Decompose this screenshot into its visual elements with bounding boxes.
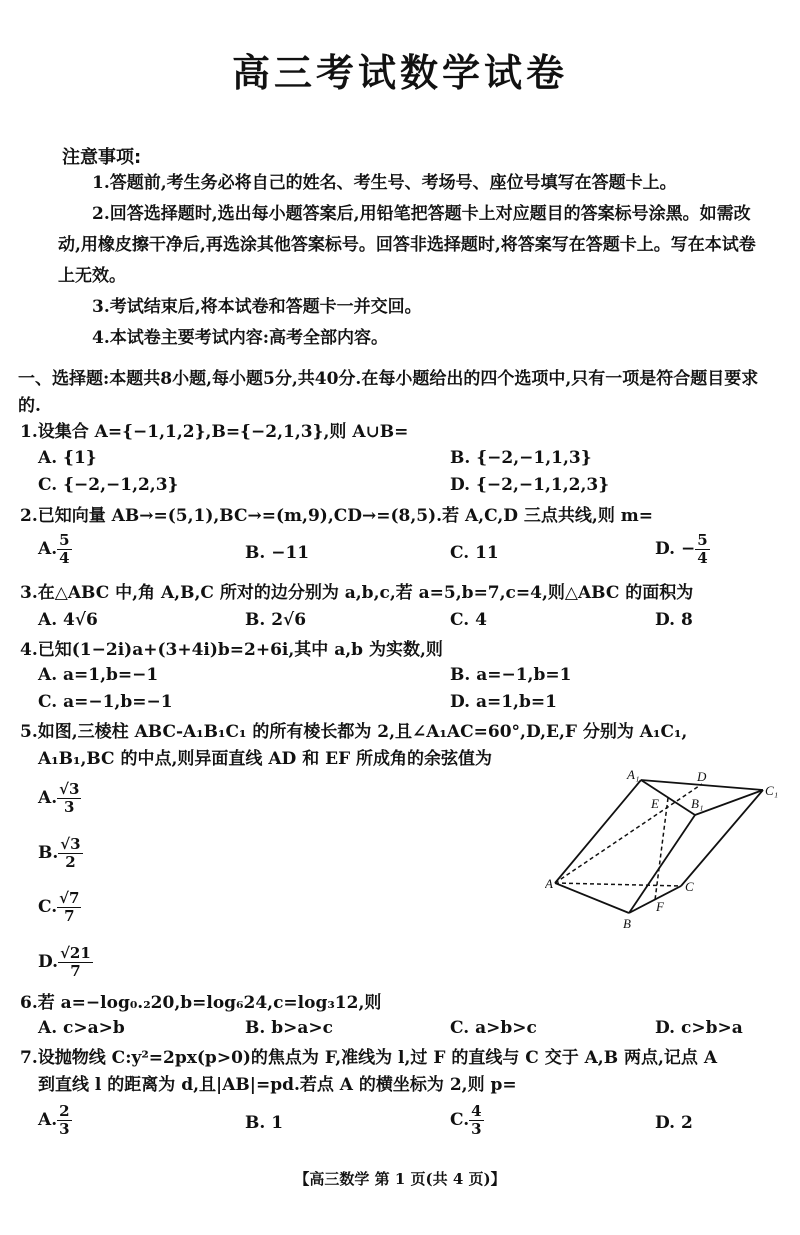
q1-option-a: A. {1} [38,448,97,468]
label-d: D [697,769,707,784]
q2-option-b: B. −11 [245,543,310,563]
prism-figure [545,768,785,933]
q3-option-c: C. 4 [450,610,487,630]
q7-option-b: B. 1 [245,1113,284,1133]
notice-item: 3.考试结束后,将本试卷和答题卡一并交回。 [92,297,422,317]
q2-option-d: D. − $\frac{5}{4}$ [655,531,708,567]
label-b1: B₁ [691,796,704,811]
q4-option-b: B. a=−1,b=1 [450,665,572,685]
notice-item: 1.答题前,考生务必将自己的姓名、考生号、考场号、座位号填写在答题卡上。 [92,173,677,193]
q4-option-a: A. a=1,b=−1 [38,665,159,685]
edge-a-c-hidden [555,883,681,886]
q6-option-a: A. c>a>b [38,1018,125,1038]
notice-item: 2.回答选择题时,选出每小题答案后,用铅笔把答题卡上对应题目的答案标号涂黑。如需改动,用橡皮擦干净后,再选涂其他答案标号。回答非选择题时,将答案写在答题卡上。写在本试卷上无效。 [58,204,756,286]
q3-option-b: B. 2√6 [245,610,307,630]
segment-e-f [655,798,668,900]
q5-option-c: C. $\frac{√7}{7}$ [38,889,80,925]
q2-option-c: C. 11 [450,543,499,563]
label-c1: C₁ [765,783,779,798]
label-a: A [545,876,553,891]
edge-a-a1 [555,780,641,883]
question-3-stem: 3.在△ABC 中,角 A,B,C 所对的边分别为 a,b,c,若 a=5,b=7,c=4,则△ABC 的面积为 [20,583,694,603]
question-6-stem: 6.若 a=−log₀.₂20,b=log₆24,c=log₃12,则 [20,993,382,1013]
label-b: B [623,916,631,931]
q4-option-d: D. a=1,b=1 [450,692,557,712]
edge-a1-b1 [641,780,695,815]
question-2-stem: 2.已知向量 AB→=(5,1),BC→=(m,9),CD→=(8,5).若 A,C,D 三点共线,则 m= [20,506,653,526]
segment-a-d [555,784,702,883]
q5-option-a: A. $\frac{√3}{3}$ [38,780,80,816]
page-footer: 【高三数学 第 1 页(共 4 页)】 [294,1170,506,1188]
edge-b-c [629,886,681,913]
q6-option-d: D. c>b>a [655,1018,743,1038]
question-1-stem: 1.设集合 A={−1,1,2},B={−2,1,3},则 A∪B= [20,422,409,442]
q1-option-c: C. {−2,−1,2,3} [38,475,179,495]
label-f: F [656,899,664,914]
question-7-stem-line1: 7.设抛物线 C:y²=2px(p>0)的焦点为 F,准线为 l,过 F 的直线与 C 交于 A,B 两点,记点 A [20,1048,718,1068]
notice-list [58,168,758,354]
label-c: C [685,879,694,894]
q5-option-d: D. $\frac{√21}{7}$ [38,944,91,980]
notice-heading: 注意事项: [62,147,142,168]
q7-option-d: D. 2 [655,1113,693,1133]
q3-option-d: D. 8 [655,610,693,630]
q5-option-b: B. $\frac{√3}{2}$ [38,835,81,871]
q1-option-b: B. {−2,−1,1,3} [450,448,592,468]
q7-option-c: C. $\frac{4}{3}$ [450,1102,482,1138]
edge-a-b [555,883,629,913]
q3-option-a: A. 4√6 [38,610,98,630]
label-e: E [651,796,659,811]
q7-option-a: A. $\frac{2}{3}$ [38,1102,70,1138]
notice-item: 4.本试卷主要考试内容:高考全部内容。 [92,328,389,348]
question-7-stem-line2: 到直线 l 的距离为 d,且|AB|=pd.若点 A 的横坐标为 2,则 p= [38,1075,517,1095]
q6-option-c: C. a>b>c [450,1018,537,1038]
q4-option-c: C. a=−1,b=−1 [38,692,173,712]
label-a1: A₁ [627,768,640,782]
section-heading: 一、选择题:本题共8小题,每小题5分,共40分.在每小题给出的四个选项中,只有一项是符合题目要求的. [18,369,759,416]
exam-title: 高三考试数学试卷 [231,51,568,95]
q6-option-b: B. b>a>c [245,1018,333,1038]
question-5-stem-line1: 5.如图,三棱柱 ABC-A₁B₁C₁ 的所有棱长都为 2,且∠A₁AC=60°,D,E,F 分别为 A₁C₁, [20,722,688,742]
q2-option-a: A. $\frac{5}{4}$ [38,531,70,567]
question-4-stem: 4.已知(1−2i)a+(3+4i)b=2+6i,其中 a,b 为实数,则 [20,640,443,660]
q1-option-d: D. {−2,−1,1,2,3} [450,475,610,495]
question-5-stem-line2: A₁B₁,BC 的中点,则异面直线 AD 和 EF 所成角的余弦值为 [38,749,493,769]
